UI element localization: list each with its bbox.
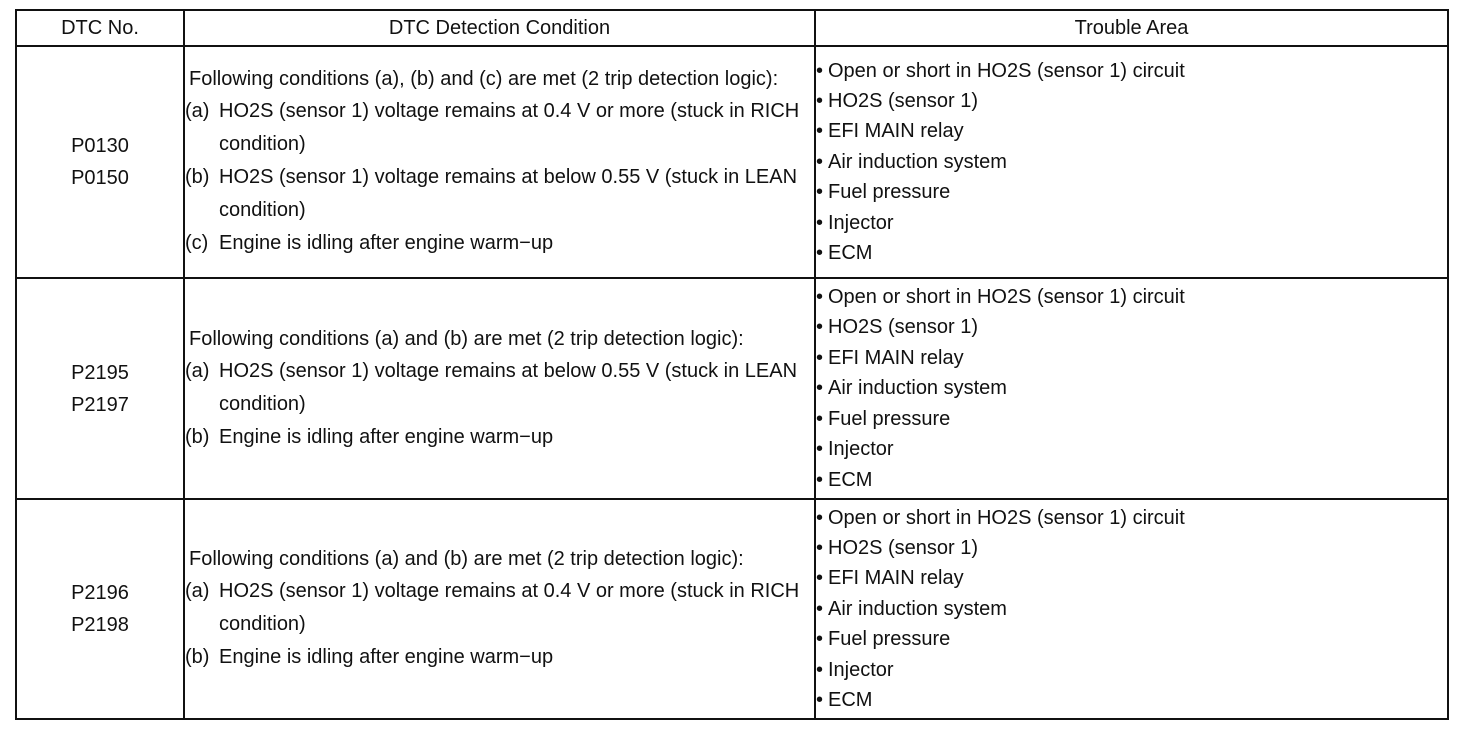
trouble-area-item: • ECM [816, 685, 1447, 715]
trouble-area-item: • Open or short in HO2S (sensor 1) circuit [816, 282, 1447, 312]
condition-item [185, 95, 814, 161]
condition-text: HO2S (sensor 1) voltage remains at below 0.55 V (stuck in LEAN condition) [219, 359, 798, 415]
condition-intro: Following conditions (a), (b) and (c) are met (2 trip detection logic): [189, 68, 779, 90]
condition-letter: (c) [185, 232, 209, 254]
trouble-area-item: • Fuel pressure [816, 624, 1447, 654]
trouble-area-item: • EFI MAIN relay [816, 563, 1447, 593]
trouble-area-item: • ECM [816, 465, 1447, 495]
trouble-area-list [816, 503, 1447, 716]
trouble-area-item: • HO2S (sensor 1) [816, 86, 1447, 116]
condition-text: Engine is idling after engine warm−up [219, 646, 554, 668]
trouble-area-cell [815, 499, 1448, 719]
trouble-area-item: • Injector [816, 434, 1447, 464]
condition-item [185, 421, 814, 454]
trouble-area-item: • EFI MAIN relay [816, 343, 1447, 373]
condition-item [185, 575, 814, 641]
condition-letter: (b) [185, 646, 210, 668]
dtc-code-cell [16, 278, 184, 499]
trouble-area-list [816, 56, 1447, 269]
trouble-area-cell [815, 46, 1448, 278]
dtc-code-cell [16, 46, 184, 278]
condition-letter: (a) [185, 359, 210, 382]
trouble-area-item: • Air induction system [816, 373, 1447, 403]
condition-item [185, 227, 814, 260]
condition-letter: (b) [185, 166, 210, 188]
dtc-table [15, 9, 1449, 720]
table-row [16, 46, 1448, 278]
dtc-code: P2197 [71, 393, 129, 416]
condition-letter: (a) [185, 100, 210, 122]
dtc-code: P2198 [71, 614, 129, 636]
condition-text: Engine is idling after engine warm−up [219, 425, 554, 448]
condition-item [185, 641, 814, 674]
detection-condition-cell [184, 46, 815, 278]
condition-text: HO2S (sensor 1) voltage remains at below 0.55 V (stuck in LEAN condition) [219, 166, 798, 221]
condition-letter: (b) [185, 425, 210, 448]
trouble-area-item: • ECM [816, 238, 1447, 268]
header-row [16, 10, 1448, 46]
condition-item [185, 355, 814, 421]
table-row [16, 499, 1448, 719]
trouble-area-item: • Air induction system [816, 147, 1447, 177]
trouble-area-cell [815, 278, 1448, 499]
condition-text: HO2S (sensor 1) voltage remains at 0.4 V or more (stuck in RICH condition) [219, 100, 800, 155]
table-row [16, 278, 1448, 499]
condition-text: HO2S (sensor 1) voltage remains at 0.4 V or more (stuck in RICH condition) [219, 580, 800, 635]
condition-item [185, 161, 814, 227]
trouble-area-item: • Injector [816, 208, 1447, 238]
condition-text: Engine is idling after engine warm−up [219, 232, 554, 254]
header-dtc-no: DTC No. [16, 10, 184, 46]
header-trouble-area: Trouble Area [815, 10, 1448, 46]
header-detection-condition: DTC Detection Condition [184, 10, 815, 46]
dtc-code-cell [16, 499, 184, 719]
condition-intro: Following conditions (a) and (b) are met (2 trip detection logic): [189, 548, 744, 570]
trouble-area-list [816, 282, 1447, 495]
trouble-area-item: • Injector [816, 655, 1447, 685]
trouble-area-item: • HO2S (sensor 1) [816, 533, 1447, 563]
condition-letter: (a) [185, 580, 210, 602]
trouble-area-item: • Open or short in HO2S (sensor 1) circuit [816, 503, 1447, 533]
trouble-area-item: • Open or short in HO2S (sensor 1) circuit [816, 56, 1447, 86]
trouble-area-item: • Fuel pressure [816, 404, 1447, 434]
dtc-code: P2196 [71, 582, 129, 604]
dtc-code: P2195 [71, 361, 129, 384]
detection-condition-cell [184, 278, 815, 499]
trouble-area-item: • EFI MAIN relay [816, 116, 1447, 146]
dtc-code: P0130 [71, 135, 129, 157]
trouble-area-item: • Air induction system [816, 594, 1447, 624]
trouble-area-item: • Fuel pressure [816, 177, 1447, 207]
dtc-code: P0150 [71, 167, 129, 189]
condition-intro: Following conditions (a) and (b) are met (2 trip detection logic): [189, 327, 744, 350]
detection-condition-cell [184, 499, 815, 719]
trouble-area-item: • HO2S (sensor 1) [816, 312, 1447, 342]
